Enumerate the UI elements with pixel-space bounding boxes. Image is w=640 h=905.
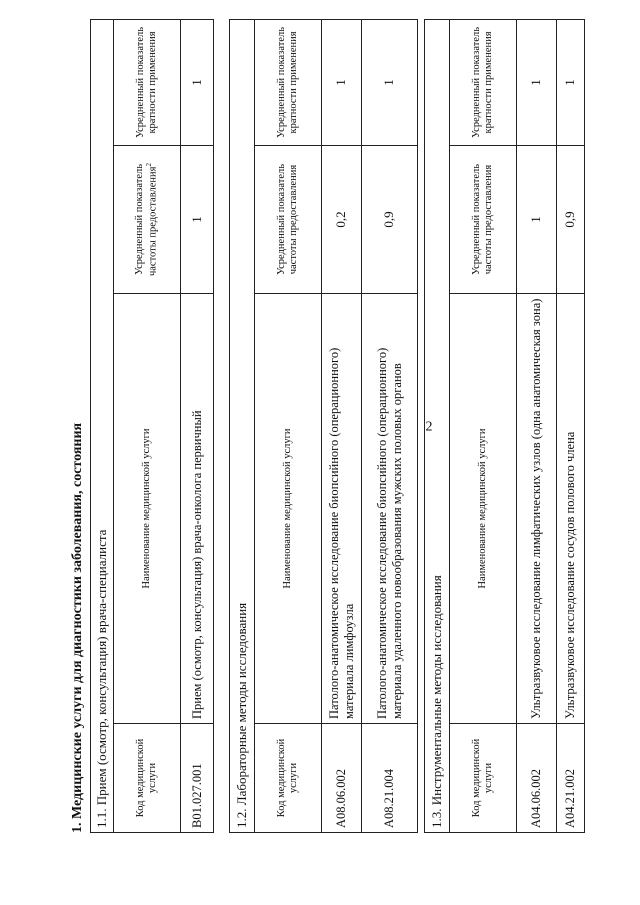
header-multiplicity: Усредненный показатель кратности применения [114,19,181,145]
service-code: A04.06.002 [517,724,557,833]
header-code: Код медицинской услуги [255,724,322,833]
table-row [322,19,362,832]
section-title: 1. Медицинские услуги для диагностики заболевания, состояния [70,422,85,833]
page-number: 2 [425,419,433,435]
subsection-title: 1.3. Инструментальные методы исследования [425,19,450,832]
header-frequency-text: Усредненный показатель частоты предоставления [134,163,159,277]
header-frequency [114,146,181,294]
header-code: Код медицинской услуги [450,724,517,833]
header-name: Наименование медицинской услуги [255,294,322,724]
service-name: Прием (осмотр, консультация) врача-онколога первичный [181,294,214,724]
service-name: Патолого-анатомическое исследование биопсийного (операционного) материала удаленного новообразования мужских половых органов [362,294,418,724]
service-frequency: 0,9 [557,146,585,294]
service-code: A04.21.002 [557,724,585,833]
services-table-1-3 [424,19,585,833]
service-name: Ультразвуковое исследование сосудов полового члена [557,294,585,724]
header-frequency: Усредненный показатель частоты предоставления [255,146,322,294]
table-row [557,19,585,832]
service-multiplicity: 1 [517,19,557,145]
subsection-title: 1.1. Прием (осмотр, консультация) врача-специалиста [91,19,114,832]
header-code: Код медицинской услуги [114,724,181,833]
service-multiplicity: 1 [181,19,214,145]
table-row [517,19,557,832]
service-code: A08.21.004 [362,724,418,833]
table-row [181,19,214,832]
service-code: A08.06.002 [322,724,362,833]
header-multiplicity: Усредненный показатель кратности применения [450,19,517,145]
service-multiplicity: 1 [362,19,418,145]
service-frequency: 0,9 [362,146,418,294]
service-frequency: 1 [517,146,557,294]
service-name: Патолого-анатомическое исследование биопсийного (операционного) материала лимфоузла [322,294,362,724]
services-table-1-2 [229,19,418,833]
service-multiplicity: 1 [322,19,362,145]
footnote-marker: 2 [145,163,154,167]
header-name: Наименование медицинской услуги [450,294,517,724]
subsection-title: 1.2. Лабораторные методы исследования [230,19,255,832]
service-name: Ультразвуковое исследование лимфатических узлов (одна анатомическая зона) [517,294,557,724]
service-frequency: 1 [181,146,214,294]
service-code: B01.027.001 [181,724,214,833]
header-name: Наименование медицинской услуги [114,294,181,724]
service-frequency: 0,2 [322,146,362,294]
header-multiplicity: Усредненный показатель кратности применения [255,19,322,145]
services-table-1-1 [90,19,214,833]
header-frequency: Усредненный показатель частоты предоставления [450,146,517,294]
service-multiplicity: 1 [557,19,585,145]
table-row [362,19,418,832]
